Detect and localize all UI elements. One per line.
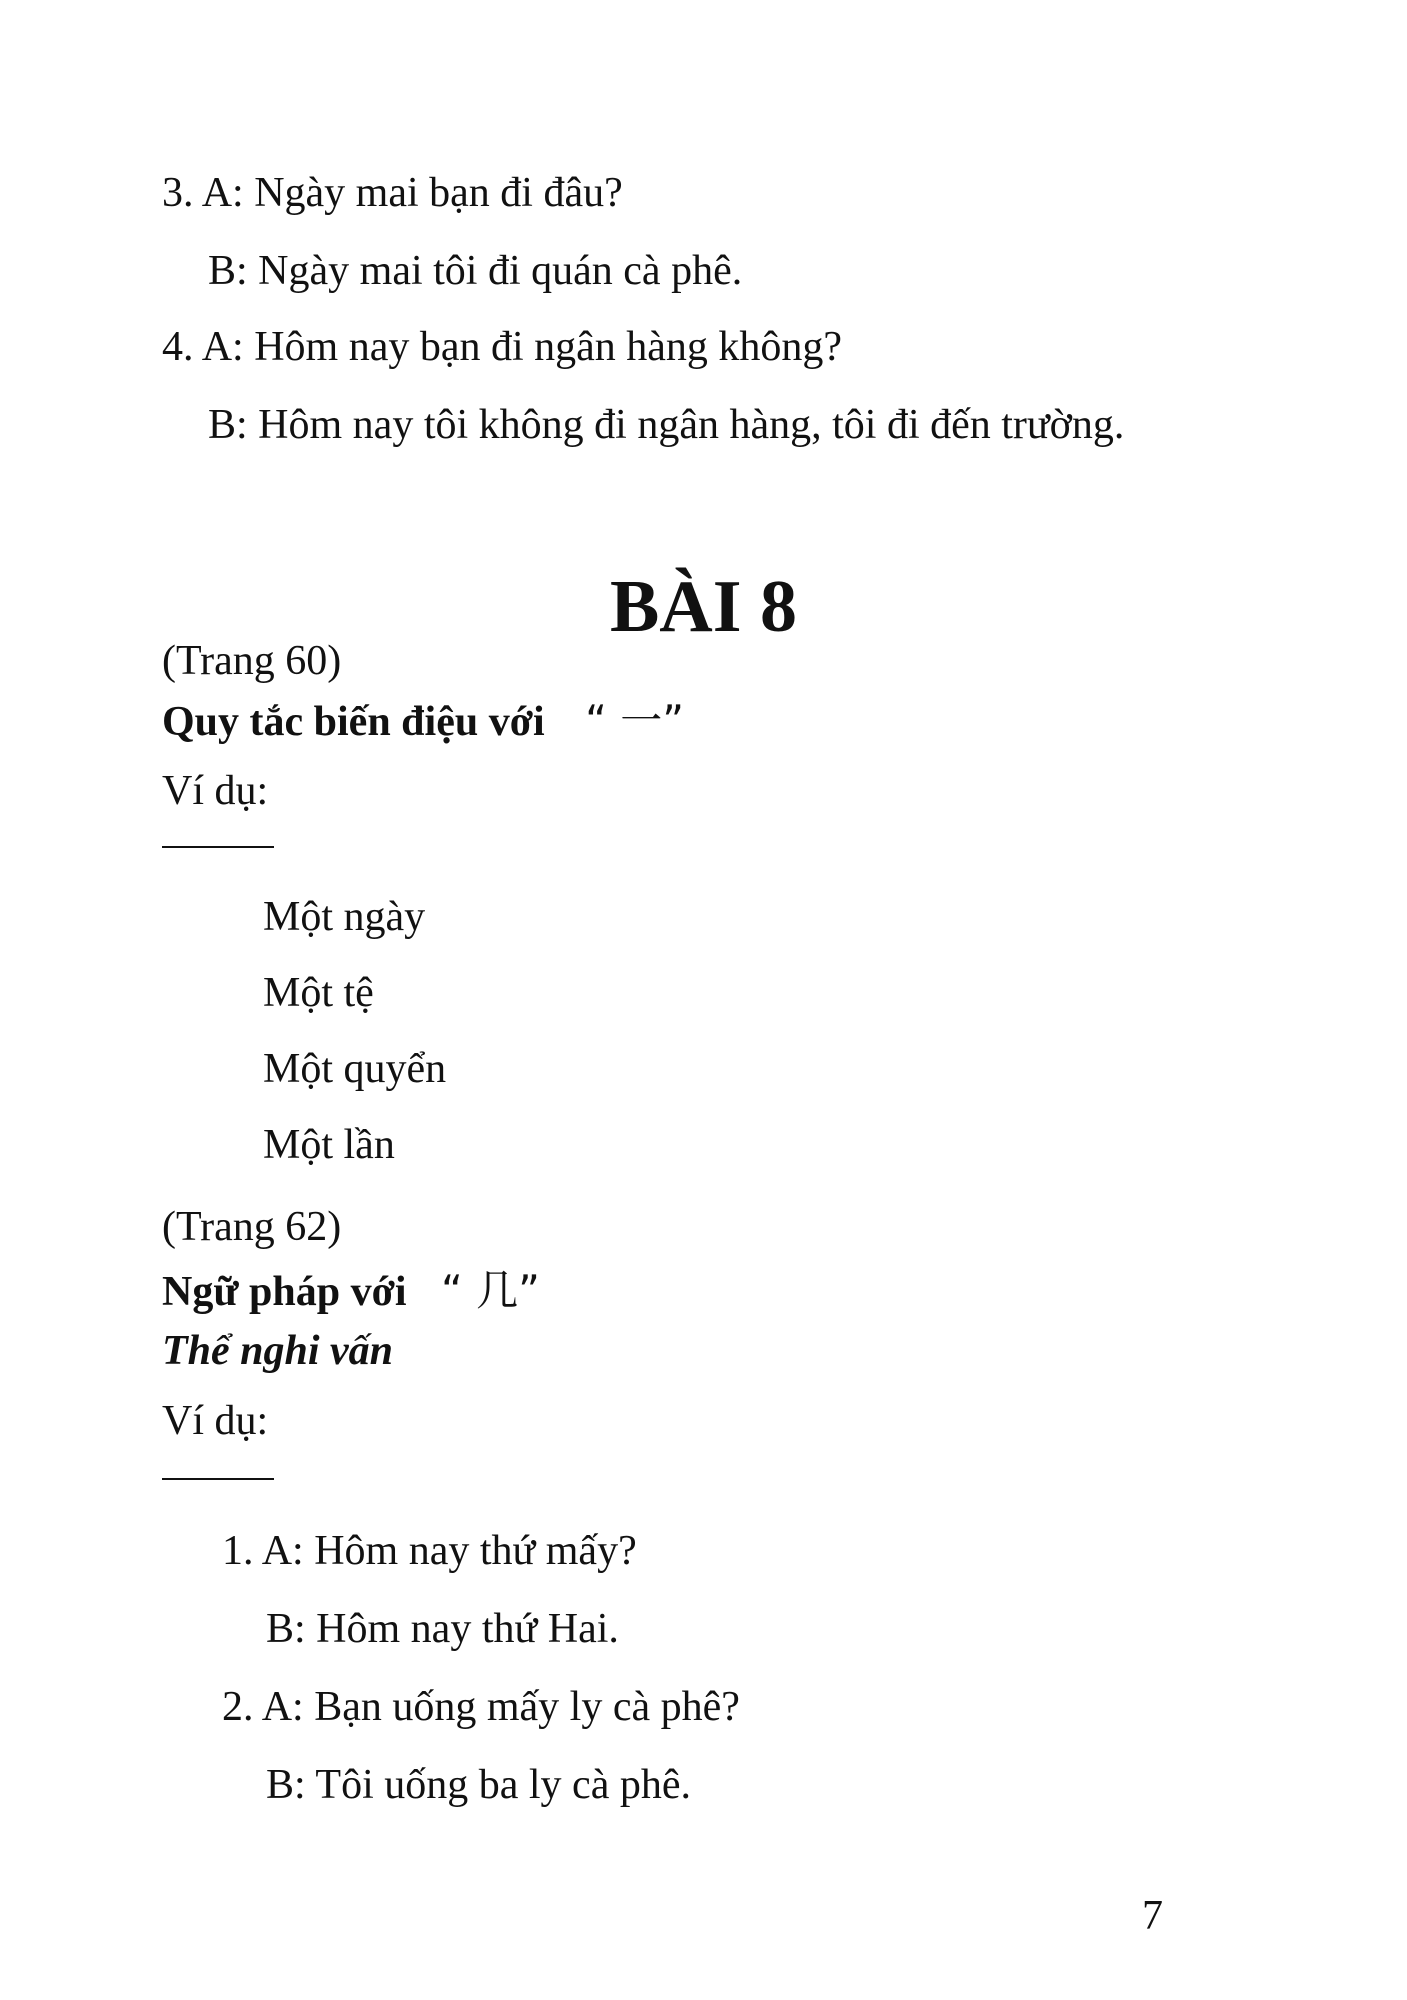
page-number: 7: [1142, 1893, 1163, 1939]
item-3-question: [162, 172, 623, 214]
chinese-char-yi: “ 一”: [585, 696, 685, 745]
item-1-answer: B: Hôm nay thứ Hai.: [266, 1606, 619, 1652]
section-heading-tone-rules: [162, 696, 685, 745]
chinese-char-ji: “ 几”: [441, 1266, 540, 1315]
example-item: Một quyển: [263, 1046, 447, 1092]
divider: [162, 846, 274, 848]
item-number: 1.: [222, 1528, 254, 1574]
example-item: Một lần: [263, 1122, 395, 1168]
question-text: A: Hôm nay bạn đi ngân hàng không?: [201, 324, 843, 370]
question-text: A: Hôm nay thứ mấy?: [261, 1528, 637, 1574]
item-3-answer: B: Ngày mai tôi đi quán cà phê.: [208, 248, 743, 294]
item-number: 2.: [222, 1684, 254, 1730]
example-label: Ví dụ:: [162, 1398, 269, 1444]
item-2-answer: B: Tôi uống ba ly cà phê.: [266, 1762, 691, 1808]
question-text: A: Bạn uống mấy ly cà phê?: [261, 1684, 740, 1730]
example-item: Một tệ: [263, 970, 374, 1016]
item-2-question: [222, 1686, 740, 1728]
page-reference-62: (Trang 62): [162, 1204, 342, 1250]
heading-text: Ngữ pháp với: [162, 1269, 407, 1315]
page-reference-60: (Trang 60): [162, 638, 342, 684]
lesson-title: BÀI 8: [609, 566, 798, 648]
item-number: 4.: [162, 324, 194, 370]
example-label: Ví dụ:: [162, 768, 269, 814]
divider: [162, 1478, 274, 1480]
section-heading-grammar: [162, 1266, 540, 1315]
example-item: Một ngày: [263, 894, 426, 940]
item-4-answer: B: Hôm nay tôi không đi ngân hàng, tôi đi đến trường.: [208, 402, 1125, 448]
item-1-question: [222, 1530, 637, 1572]
question-text: A: Ngày mai bạn đi đâu?: [201, 170, 623, 216]
heading-text: Quy tắc biến điệu với: [162, 699, 545, 745]
subheading-interrogative: Thể nghi vấn: [162, 1328, 394, 1374]
item-number: 3.: [162, 170, 194, 216]
item-4-question: [162, 326, 842, 368]
